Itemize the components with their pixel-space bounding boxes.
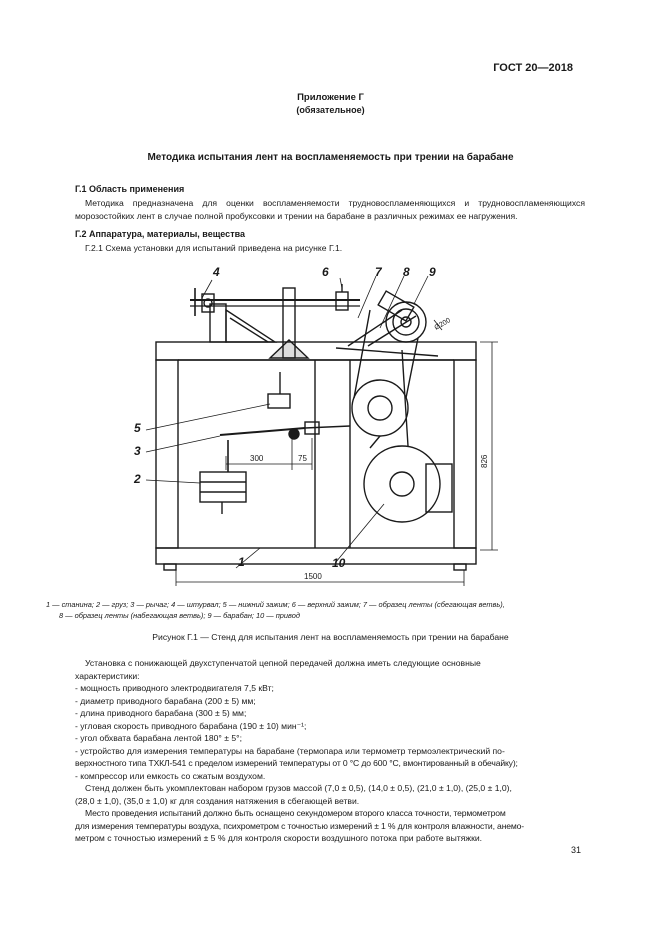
- body-line: метром с точностью измерений ± 5 % для контроля скорости воздушного потока при работе вытяжки.: [75, 833, 483, 843]
- body-line: - длина приводного барабана (300 ± 5) мм;: [75, 708, 247, 718]
- label-8: 8: [403, 265, 410, 279]
- section-g21-text: Г.2.1 Схема установки для испытаний приведена на рисунке Г.1.: [85, 243, 343, 253]
- label-5: 5: [134, 421, 141, 435]
- legend-line-1: 1 — станина; 2 — груз; 3 — рычаг; 4 — штурвал; 5 — нижний зажим; 6 — верхний зажим; 7 — образец ленты (сбегающая ветвь),: [46, 600, 505, 609]
- frame-bottom-beam: [156, 548, 476, 564]
- label-4: 4: [213, 265, 220, 279]
- appendix-status: (обязательное): [296, 105, 365, 115]
- label-1: 1: [238, 555, 245, 569]
- frame-left-post: [156, 360, 178, 548]
- lower-clamp: [268, 394, 290, 408]
- label-2: 2: [134, 472, 141, 486]
- appendix-title: Приложение Г: [297, 92, 364, 103]
- body-line: - компрессор или емкость со сжатым воздухом.: [75, 770, 266, 781]
- label-7: 7: [375, 265, 382, 279]
- standard-header: ГОСТ 20—2018: [493, 62, 573, 74]
- body-line: Место проведения испытаний должно быть оснащено секундомером второго класса точности, термометром: [85, 808, 506, 818]
- figure-legend: [46, 599, 606, 621]
- drive-pulley: [364, 446, 440, 522]
- section-g1-heading: Г.1 Область применения: [75, 184, 185, 194]
- legend-line-2: 8 — образец ленты (набегающая ветвь); 9 — барабан; 10 — привод: [59, 611, 300, 620]
- body-line: характеристики:: [75, 670, 140, 681]
- upper-pulley: [352, 380, 408, 436]
- dim-826: 826: [480, 454, 489, 468]
- chain-left: [354, 310, 370, 398]
- label-6: 6: [322, 265, 329, 279]
- body-line: - диаметр приводного барабана (200 ± 5) мм;: [75, 695, 256, 706]
- dim-75: 75: [298, 454, 307, 463]
- body-line: Стенд должен быть укомплектован набором грузов массой (7,0 ± 0,5), (14,0 ± 0,5), (21,0 ± 1,0), (25,0 ± 1,0),: [85, 783, 512, 793]
- main-title: Методика испытания лент на воспламеняемость при трении на барабане: [147, 152, 514, 163]
- body-line: Установка с понижающей двухступенчатой цепной передачей должна иметь следующие основные: [85, 658, 481, 668]
- body-text: [75, 657, 585, 845]
- dim-300: 300: [250, 454, 264, 463]
- frame-right-post: [454, 360, 476, 548]
- test-stand-diagram: [40, 258, 600, 590]
- section-g2-heading: Г.2 Аппаратура, материалы, вещества: [75, 229, 246, 239]
- frame-top-beam: [156, 342, 476, 360]
- body-line: (28,0 ± 1,0), (35,0 ± 1,0) кг для создания натяжения в сбегающей ветви.: [75, 795, 360, 806]
- section-g1-text: Методика предназначена для оценки воспламеняемости трудновоспламеняющихся и трудновоспламеняющихся морозостойких лент в случае полной пробуксовки и трении на барабане в различных режимах ее нагружения.: [75, 198, 585, 221]
- body-line: для измерения температуры воздуха, психрометром с точностью измерений ± 1 % для контроля влажности, анемо-: [75, 820, 525, 831]
- dim-dia200: Ø200: [433, 317, 452, 332]
- body-line: - угловая скорость приводного барабана (190 ± 10) мин⁻¹;: [75, 720, 307, 731]
- label-10: 10: [332, 556, 346, 570]
- page-number: 31: [570, 845, 581, 855]
- body-line: верхностного типа ТХКЛ-541 с пределом измерений температуры от 0 °С до 600 °С, вмонтированный в обечайку);: [75, 758, 518, 768]
- label-9: 9: [429, 265, 436, 279]
- figure-caption: Рисунок Г.1 — Стенд для испытания лент на воспламеняемость при трении на барабане: [152, 632, 509, 642]
- body-line: - устройство для измерения температуры на барабане (термопара или термометр термоэлектрический по-: [75, 745, 505, 756]
- label-3: 3: [134, 444, 141, 458]
- dim-1500: 1500: [304, 572, 322, 581]
- weight: [200, 472, 246, 502]
- body-line: - угол обхвата барабана лентой 180° ± 5°;: [75, 733, 242, 743]
- body-line: - мощность приводного электродвигателя 7,5 кВт;: [75, 683, 274, 693]
